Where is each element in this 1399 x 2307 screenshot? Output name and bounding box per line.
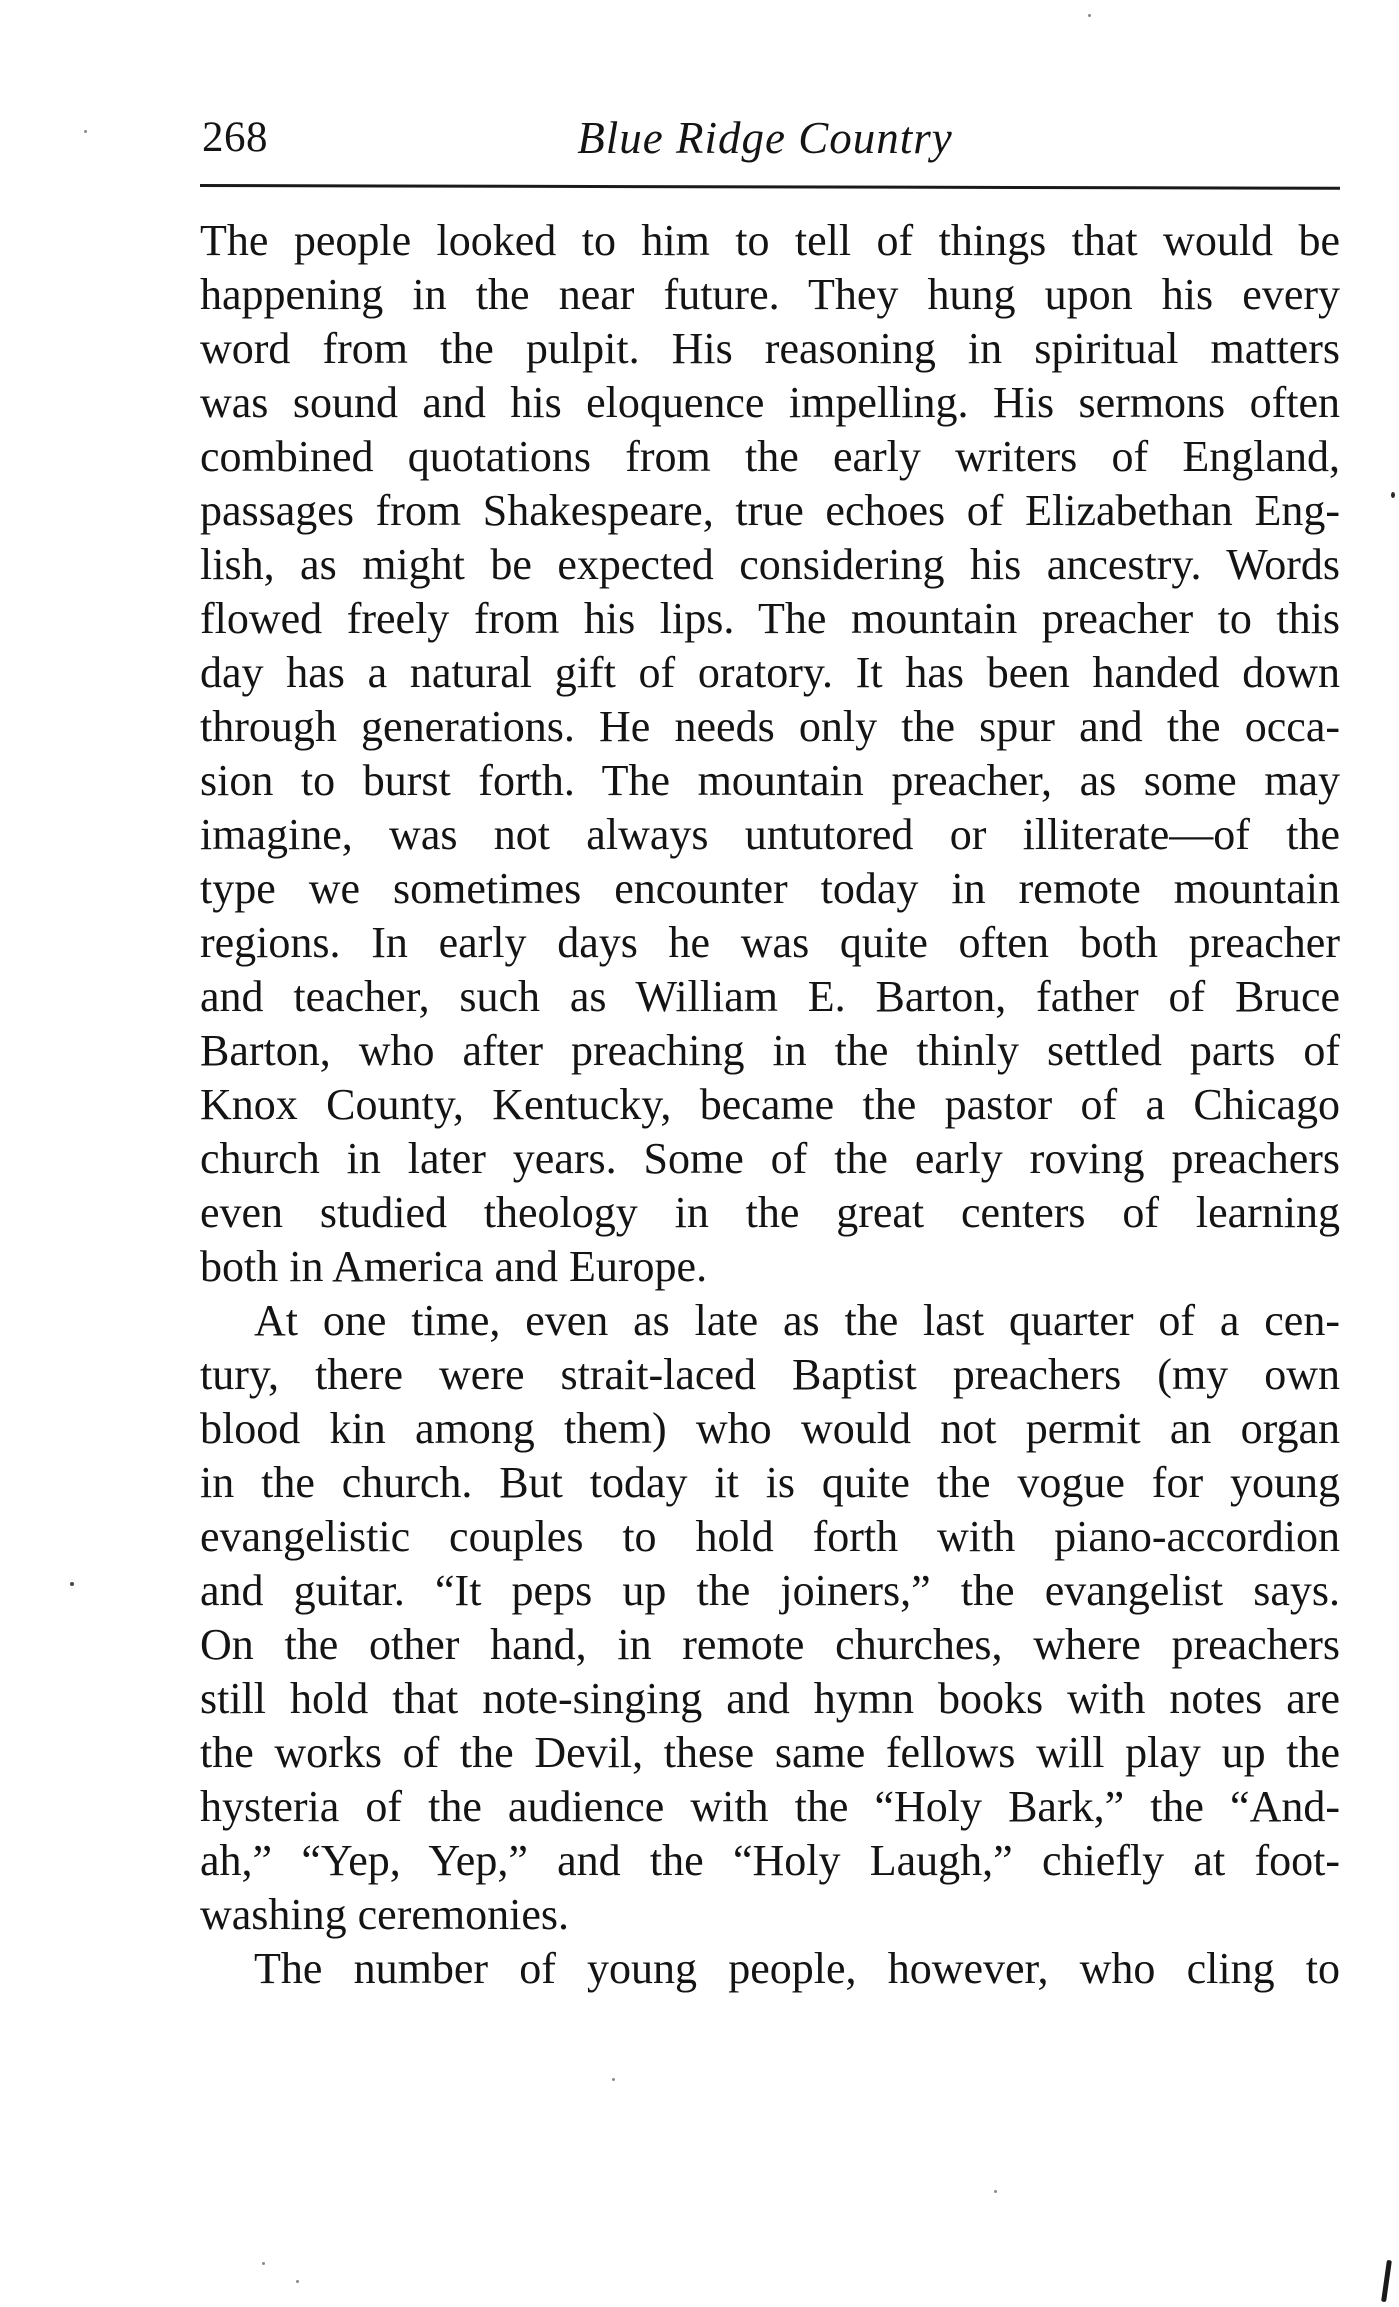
text-line: happening in the near future. They hung upon his every [200,270,1340,319]
text-line: The number of young people, however, who cling to [254,1944,1340,1993]
text-line: and teacher, such as William E. Barton, father of Bruce [200,972,1340,1021]
text-line: blood kin among them) who would not permit an organ [200,1404,1340,1453]
text-line: combined quotations from the early writers of England, [200,432,1340,481]
scan-speck [994,2190,997,2193]
text-line: still hold that note-singing and hymn books with notes are [200,1674,1340,1723]
text-line: evangelistic couples to hold forth with piano-accordion [200,1512,1340,1561]
scan-speck [612,2078,615,2081]
text-line: hysteria of the audience with the “Holy Bark,” the “And- [200,1782,1340,1831]
text-line: and guitar. “It peps up the joiners,” the evangelist says. [200,1566,1340,1615]
text-line: day has a natural gift of oratory. It has been handed down [200,648,1340,697]
text-line: On the other hand, in remote churches, where preachers [200,1620,1340,1669]
text-line: The people looked to him to tell of things that would be [200,216,1340,265]
page-number: 268 [202,114,268,161]
text-line: Barton, who after preaching in the thinly settled parts of [200,1026,1340,1075]
text-line: even studied theology in the great centers of learning [200,1188,1340,1237]
scan-speck [262,2262,265,2265]
text-line: was sound and his eloquence impelling. His sermons often [200,378,1340,427]
header-rule [200,184,1340,190]
scan-speck [1088,14,1091,17]
scan-speck [296,2280,299,2283]
page-edge-mark [1381,2260,1392,2302]
text-line: lish, as might be expected considering his ancestry. Words [200,540,1340,589]
text-line: Knox County, Kentucky, became the pastor of a Chicago [200,1080,1340,1129]
text-line: imagine, was not always untutored or illiterate—of the [200,810,1340,859]
text-line: sion to burst forth. The mountain preacher, as some may [200,756,1340,805]
text-line: regions. In early days he was quite often both preacher [200,918,1340,967]
text-line: word from the pulpit. His reasoning in spiritual matters [200,324,1340,373]
text-line: tury, there were strait-laced Baptist preachers (my own [200,1350,1340,1399]
text-line: ah,” “Yep, Yep,” and the “Holy Laugh,” chiefly at foot- [200,1836,1340,1885]
running-head-title: Blue Ridge Country [577,113,953,163]
text-line: church in later years. Some of the early roving preachers [200,1134,1340,1183]
text-line: washing ceremonies. [200,1890,569,1939]
text-line: the works of the Devil, these same fellows will play up the [200,1728,1340,1777]
body-text [200,214,1340,1996]
text-line: flowed freely from his lips. The mountain preacher to this [200,594,1340,643]
scan-speck [1391,492,1395,498]
scan-speck [84,130,87,133]
text-line: through generations. He needs only the spur and the occa- [200,702,1340,751]
text-line: in the church. But today it is quite the vogue for young [200,1458,1340,1507]
text-line: both in America and Europe. [200,1242,708,1291]
text-line: passages from Shakespeare, true echoes of Elizabethan Eng- [200,486,1340,535]
text-line: type we sometimes encounter today in remote mountain [200,864,1340,913]
scan-speck [70,1582,74,1586]
text-line: At one time, even as late as the last quarter of a cen- [254,1296,1340,1345]
